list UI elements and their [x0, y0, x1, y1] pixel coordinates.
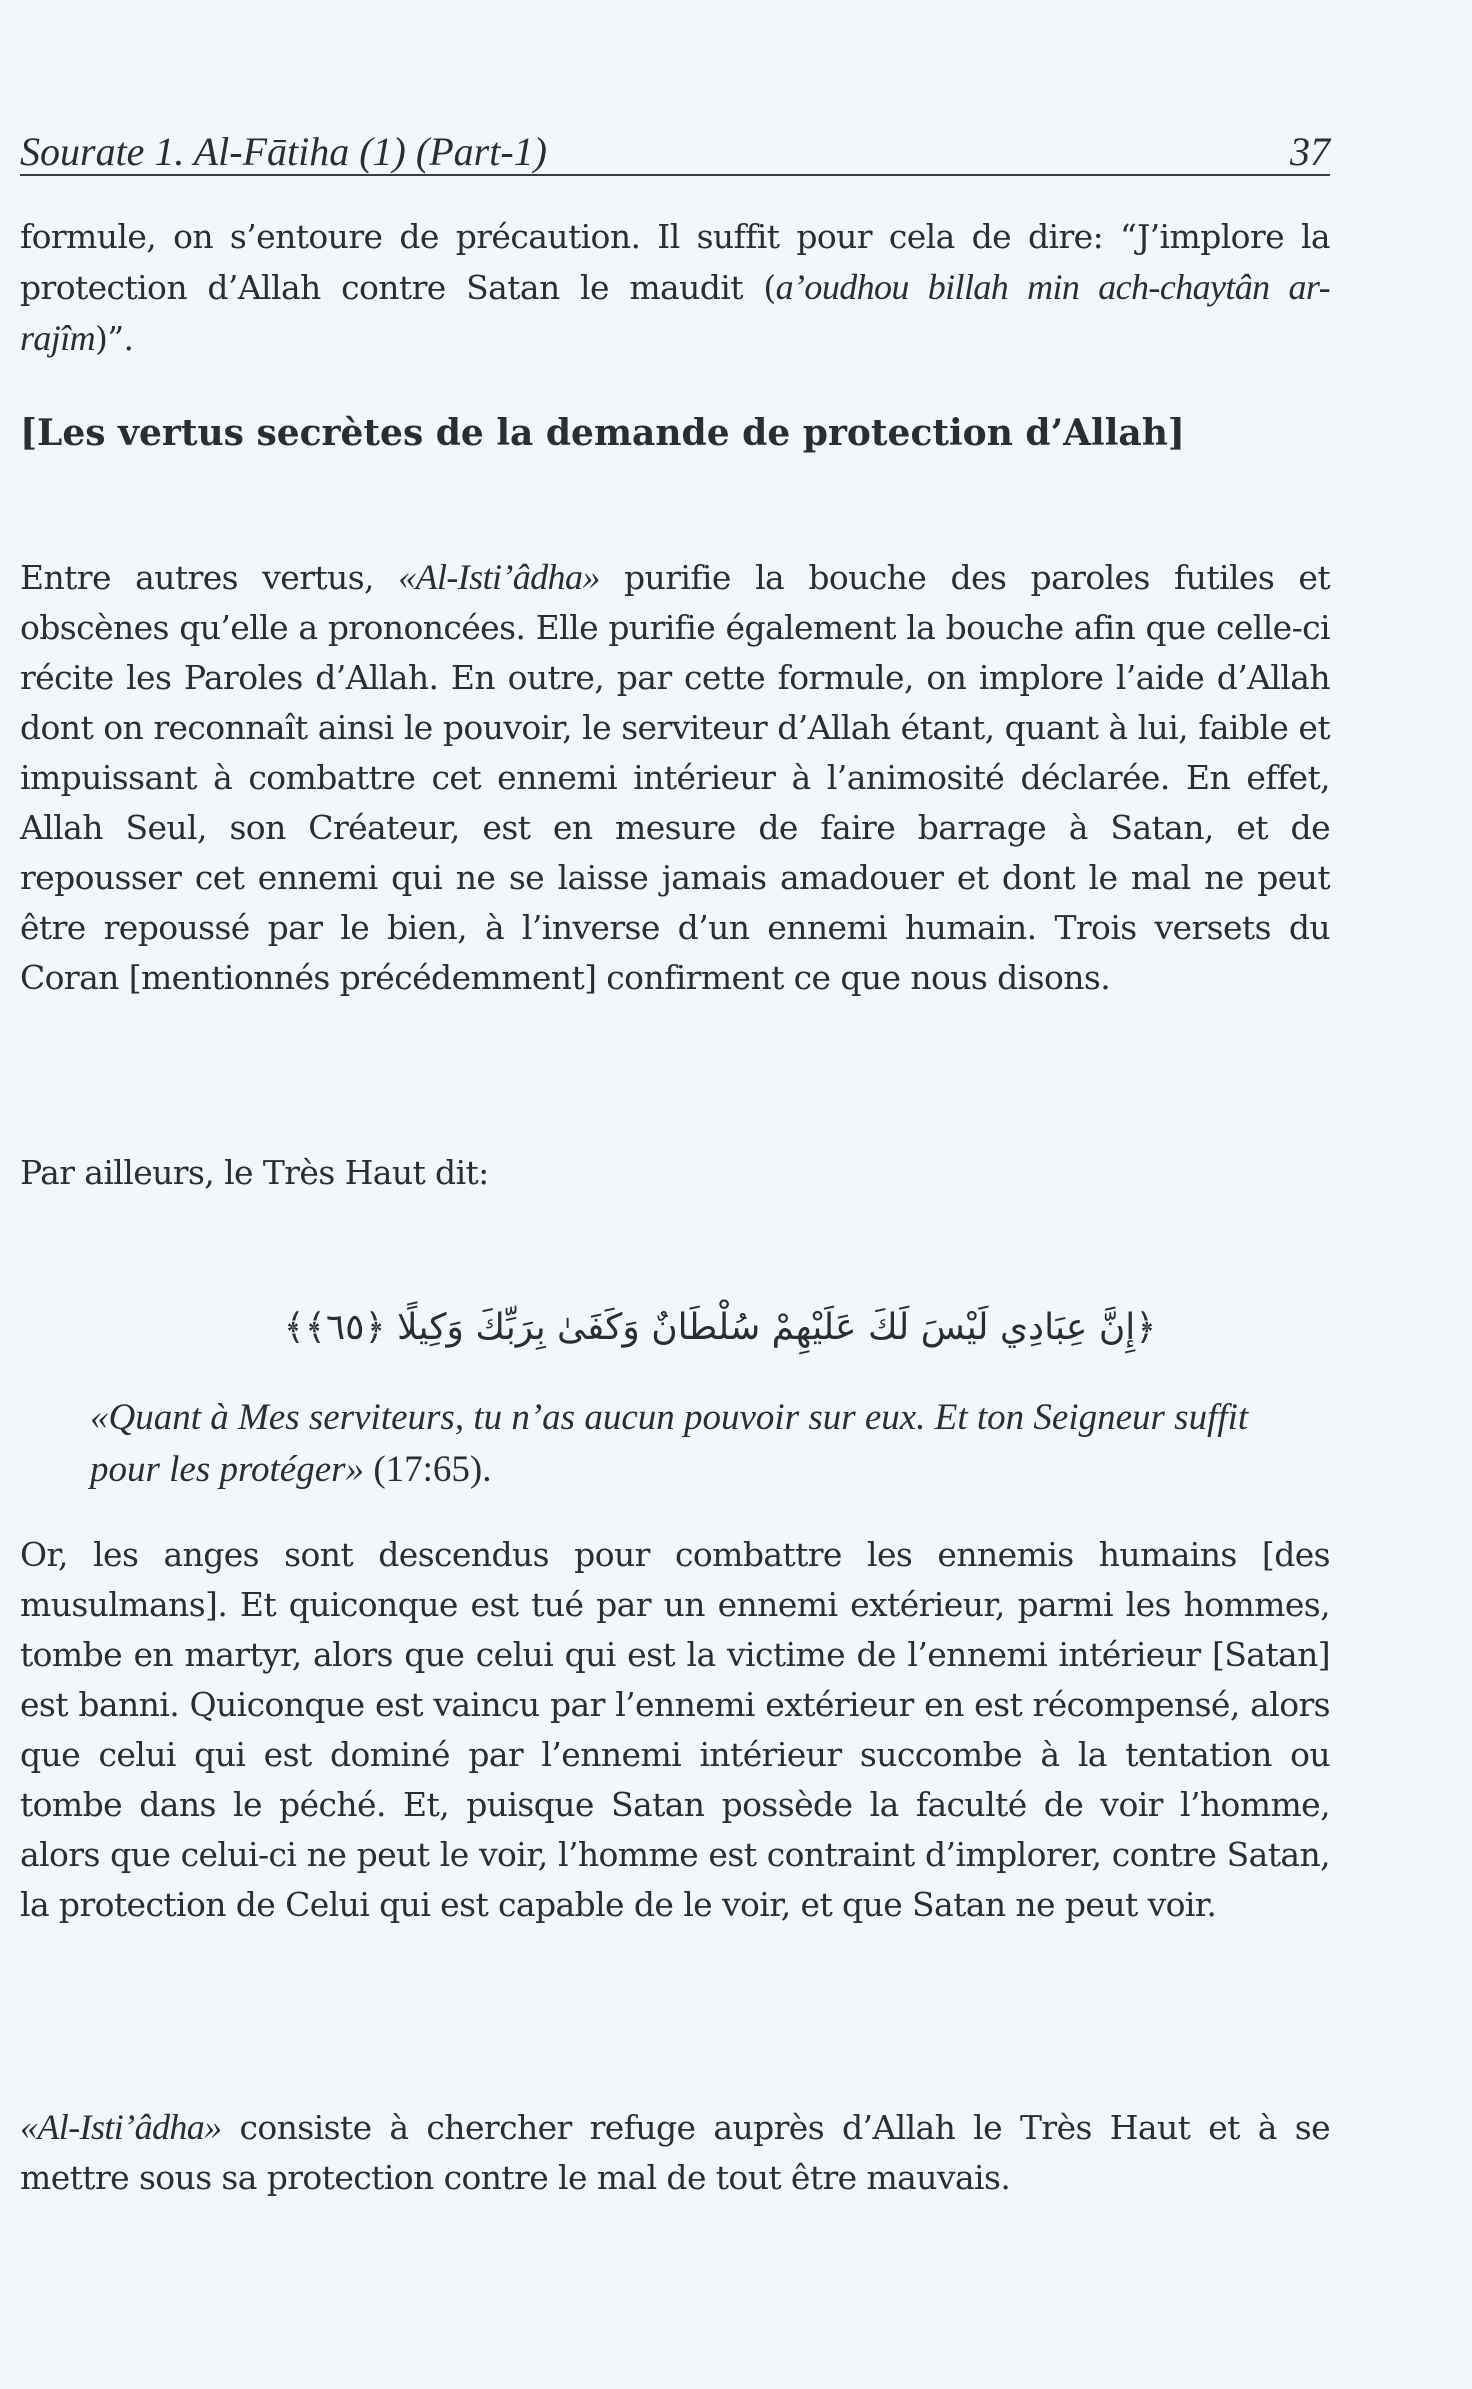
- paragraph-3: Par ailleurs, le Très Haut dit:: [20, 1153, 489, 1192]
- paragraph-1: [20, 212, 1330, 364]
- verse-translation: [90, 1392, 1290, 1496]
- running-title: Sourate 1. Al-Fātiha (1) (Part-1): [20, 129, 547, 174]
- paragraph-text: Entre autres vertus,: [20, 558, 399, 597]
- section-heading: [Les vertus secrètes de la demande de protection d’Allah]: [20, 412, 1185, 454]
- paragraph-5: [20, 2102, 1330, 2203]
- paragraph-text: formule, on s’entoure de précaution. Il suffit pour cela de dire: “J’implore la protection d’Allah contre Satan le maudit (: [20, 217, 1330, 307]
- arabic-verse: ﴿إِنَّ عِبَادِي لَيْسَ لَكَ عَلَيْهِمْ سُلْطَانٌ وَكَفَىٰ بِرَبِّكَ وَكِيلًا ﴿٦٥﴾﴾: [283, 1307, 1157, 1348]
- term-istiadha: «Al-Isti’âdha»: [20, 2107, 222, 2147]
- term-istiadha: «Al-Isti’âdha»: [398, 557, 600, 597]
- translation-text: «Quant à Mes serviteurs, tu n’as aucun pouvoir sur eux. Et ton Seigneur suffit pour les protéger»: [90, 1397, 1249, 1490]
- page-number: 37: [1290, 129, 1330, 174]
- paragraph-text: purifie la bouche des paroles futiles et obscènes qu’elle a prononcées. Elle purifie également la bouche afin que celle-ci récite les Paroles d’Allah. En outre, par cette formule, on implore l’aide d’Allah dont on reconnaît ainsi le pouvoir, le serviteur d’Allah étant, quant à lui, faible et impuissant à combattre cet ennemi intérieur à l’animosité déclarée. En effet, Allah Seul, son Créateur, est en mesure de faire barrage à Satan, et de repousser cet ennemi qui ne se laisse jamais amadouer et dont le mal ne peut être repoussé par le bien, à l’inverse d’un ennemi humain. Trois versets du Coran [mentionnés précédemment] confirment ce que nous disons.: [20, 558, 1331, 997]
- running-header: [20, 128, 1330, 176]
- transliteration: a’oudhou billah min ach-chaytân ar-rajîm: [20, 267, 1330, 358]
- paragraph-4: Or, les anges sont descendus pour combattre les ennemis humains [des musulmans]. Et quiconque est tué par un ennemi extérieur, parmi les hommes, tombe en martyr, alors que celui qui est la victime de l’ennemi intérieur [Satan] est banni. Quiconque est vaincu par l’ennemi extérieur en est récompensé, alors que celui qui est dominé par l’ennemi intérieur succombe à la tentation ou tombe dans le péché. Et, puisque Satan possède la faculté de voir l’homme, alors que celui-ci ne peut le voir, l’homme est contraint d’implorer, contre Satan, la protection de Celui qui est capable de le voir, et que Satan ne peut voir.: [20, 1535, 1330, 1924]
- paragraph-2: [20, 552, 1330, 1003]
- verse-reference: (17:65).: [364, 1449, 492, 1490]
- paragraph-text: )”.: [95, 319, 134, 358]
- paragraph-text: consiste à chercher refuge auprès d’Allah le Très Haut et à se mettre sous sa protection contre le mal de tout être mauvais.: [20, 2108, 1330, 2197]
